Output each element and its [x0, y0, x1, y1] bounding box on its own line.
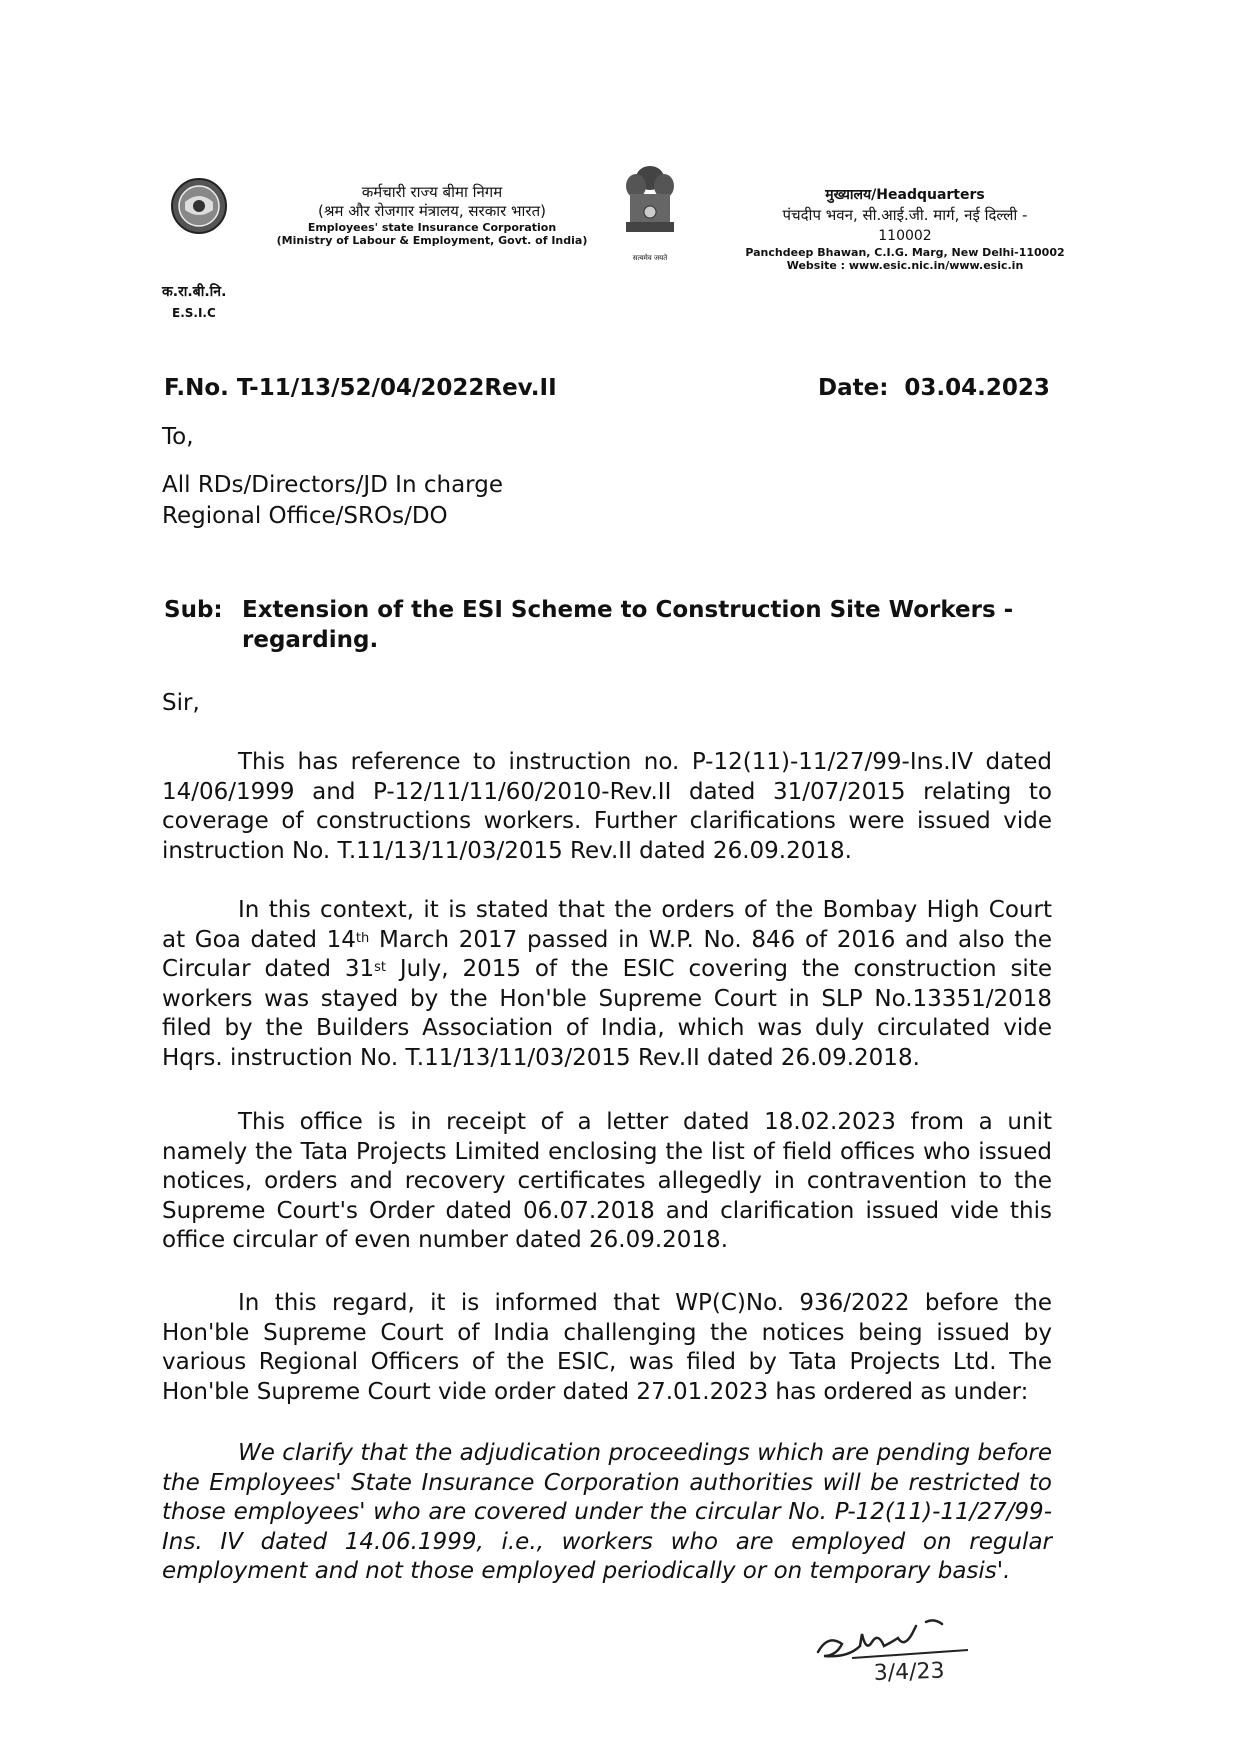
file-number: F.No. T-11/13/52/04/2022Rev.II: [164, 375, 557, 401]
hq-title: मुख्यालय/Headquarters: [825, 187, 985, 203]
website: Website : www.esic.nic.in/www.esic.in: [786, 259, 1024, 272]
court-quote-text: We clarify that the adjudication proceedings which are pending before the Employees' State Insurance Corporation authorities will be restricted to those employees' who are covered under the circular No. P-12(11)-11/27/99-Ins. IV dated 14.06.1999, i.e., workers who are employed on regular employment and not those employed periodically or on temporary basis'.: [162, 1440, 1052, 1584]
date-label: Date:: [818, 375, 889, 401]
paragraph-2-text-c: July, 2015 of the ESIC covering the construction site workers was stayed by the Hon'ble Supreme Court in SLP No.13351/2018 filed by the Builders Association of India, which was duly circulated vide Hqrs. instruction No. T.11/13/11/03/2015 Rev.II dated 26.09.2018.: [162, 956, 1052, 1071]
emblem-motto: सत्यमेव जयते: [632, 254, 668, 262]
date-value: 03.04.2023: [904, 375, 1050, 401]
national-emblem-icon: [622, 160, 678, 252]
signature-date: 3/4/23: [873, 1658, 945, 1686]
court-quote: [162, 1439, 1052, 1587]
org-name-hindi: कर्मचारी राज्य बीमा निगम: [361, 183, 503, 201]
subject-line-2: regarding.: [242, 627, 379, 653]
to-line: To,: [162, 424, 194, 450]
abbr-hindi: क.रा.बी.नि.: [162, 284, 227, 300]
subject-line-1: Extension of the ESI Scheme to Construction Site Workers -: [242, 597, 1014, 623]
ministry-english: (Ministry of Labour & Employment, Govt. of India): [276, 234, 588, 247]
org-name-english: Employees' state Insurance Corporation: [307, 221, 557, 234]
recipient-line-1: All RDs/Directors/JD In charge: [162, 472, 503, 498]
hq-address-english: Panchdeep Bhawan, C.I.G. Marg, New Delhi-110002: [745, 246, 1065, 259]
hq-address-hindi-1: पंचदीप भवन, सी.आई.जी. मार्ग, नई दिल्ली -: [782, 206, 1028, 224]
paragraph-1: [162, 748, 1052, 866]
paragraph-4: [162, 1289, 1052, 1407]
subject-label: Sub:: [164, 597, 223, 623]
paragraph-2-text-b: March 2017 passed in W.P. No. 846 of 2016 and also the Circular dated 31: [162, 926, 1052, 982]
paragraph-2-text-a: In this context, it is stated that the orders of the Bombay High Court at Goa dated 14: [162, 897, 1052, 953]
esic-logo: [170, 176, 228, 236]
ministry-hindi: (श्रम और रोजगार मंत्रालय, सरकार भारत): [318, 202, 546, 220]
salutation: Sir,: [162, 690, 200, 716]
recipient-line-2: Regional Office/SROs/DO: [162, 503, 448, 529]
hq-address-hindi-2: 110002: [878, 228, 932, 244]
letter-date: [818, 375, 1050, 401]
paragraph-3: [162, 1108, 1052, 1256]
abbr-english: E.S.I.C: [172, 306, 216, 320]
paragraph-4-text: In this regard, it is informed that WP(C)No. 936/2022 before the Hon'ble Supreme Court of India challenging the notices being issued by various Regional Officers of the ESIC, was filed by Tata Projects Ltd. The Hon'ble Supreme Court vide order dated 27.01.2023 has ordered as under:: [162, 1290, 1052, 1405]
superscript-st: st: [374, 960, 386, 975]
handwritten-signature: [808, 1612, 988, 1692]
paragraph-2: [162, 896, 1052, 1073]
paragraph-1-text: This has reference to instruction no. P-12(11)-11/27/99-Ins.IV dated 14/06/1999 and P-12/11/11/60/2010-Rev.II dated 31/07/2015 relating to coverage of constructions workers. Further clarifications were issued vide instruction No. T.11/13/11/03/2015 Rev.II dated 26.09.2018.: [162, 749, 1052, 864]
paragraph-3-text: This office is in receipt of a letter dated 18.02.2023 from a unit namely the Tata Projects Limited enclosing the list of field offices who issued notices, orders and recovery certificates allegedly in contravention to the Supreme Court's Order dated 06.07.2018 and clarification issued vide this office circular of even number dated 26.09.2018.: [162, 1109, 1052, 1253]
superscript-th: th: [355, 930, 370, 946]
